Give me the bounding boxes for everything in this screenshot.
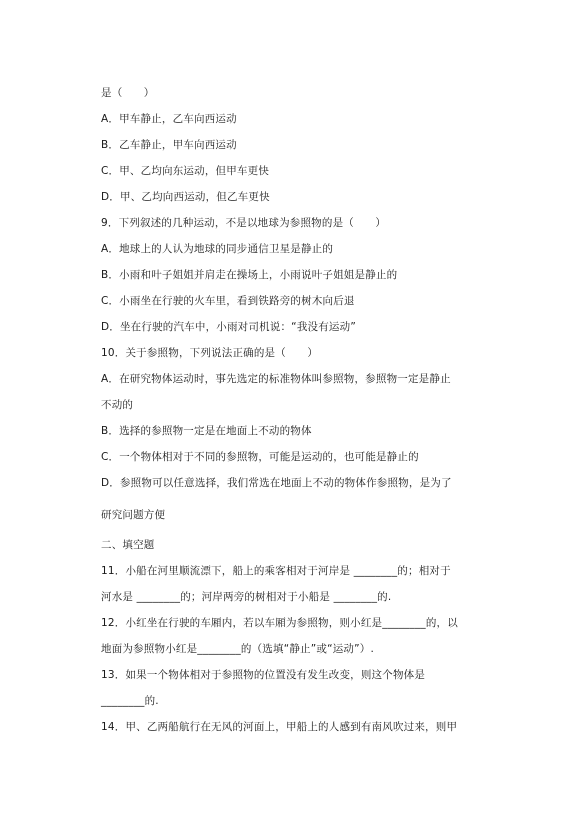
- question-9: 9．下列叙述的几种运动，不是以地球为参照物的是（ ）: [101, 217, 387, 229]
- q9-option-b: B．小雨和叶子姐姐并肩走在操场上，小雨说叶子姐姐是静止的: [101, 269, 398, 281]
- question-12: 12．小红坐在行驶的车厢内，若以车厢为参照物，则小红是________的，以: [101, 617, 458, 629]
- q10-option-c: C．一个物体相对于不同的参照物，可能是运动的，也可能是静止的: [101, 451, 419, 463]
- q8-option-c: C．甲、乙均向东运动，但甲车更快: [101, 165, 270, 177]
- q10-option-a: A．在研究物体运动时，事先选定的标准物体叫参照物，参照物一定是静止: [101, 373, 451, 385]
- section-heading-fill-in: 二、填空题: [101, 539, 155, 551]
- question-13: 13．如果一个物体相对于参照物的位置没有发生改变，则这个物体是: [101, 669, 426, 681]
- question-11-cont: 河水是 ________的；河岸两旁的树相对于小船是 ________的.: [101, 591, 392, 603]
- q10-option-d-cont: 研究问题方便: [101, 509, 166, 521]
- question-14: 14．甲、乙两船航行在无风的河面上，甲船上的人感到有南风吹过来，则甲: [101, 721, 458, 733]
- q9-option-d: D．坐在行驶的汽车中，小雨对司机说：“我没有运动”: [101, 321, 356, 333]
- question-10: 10．关于参照物，下列说法正确的是（ ）: [101, 347, 319, 359]
- q8-option-a: A．甲车静止，乙车向西运动: [101, 113, 237, 125]
- question-12-cont: 地面为参照物小红是________的（选填“静止”或“运动”）.: [101, 643, 374, 655]
- q10-option-a-cont: 不动的: [101, 399, 134, 411]
- q9-option-c: C．小雨坐在行驶的火车里，看到铁路旁的树木向后退: [101, 295, 355, 307]
- q10-option-d: D．参照物可以任意选择，我们常选在地面上不动的物体作参照物，是为了: [101, 477, 452, 489]
- text-line-continuation: 是（ ）: [101, 87, 155, 99]
- q9-option-a: A．地球上的人认为地球的同步通信卫星是静止的: [101, 243, 334, 255]
- q10-option-b: B．选择的参照物一定是在地面上不动的物体: [101, 425, 312, 437]
- question-11: 11．小船在河里顺流漂下，船上的乘客相对于河岸是 ________的；相对于: [101, 565, 451, 577]
- q8-option-d: D．甲、乙均向西运动，但乙车更快: [101, 191, 270, 203]
- q8-option-b: B．乙车静止，甲车向西运动: [101, 139, 237, 151]
- question-13-cont: ________的.: [101, 695, 159, 707]
